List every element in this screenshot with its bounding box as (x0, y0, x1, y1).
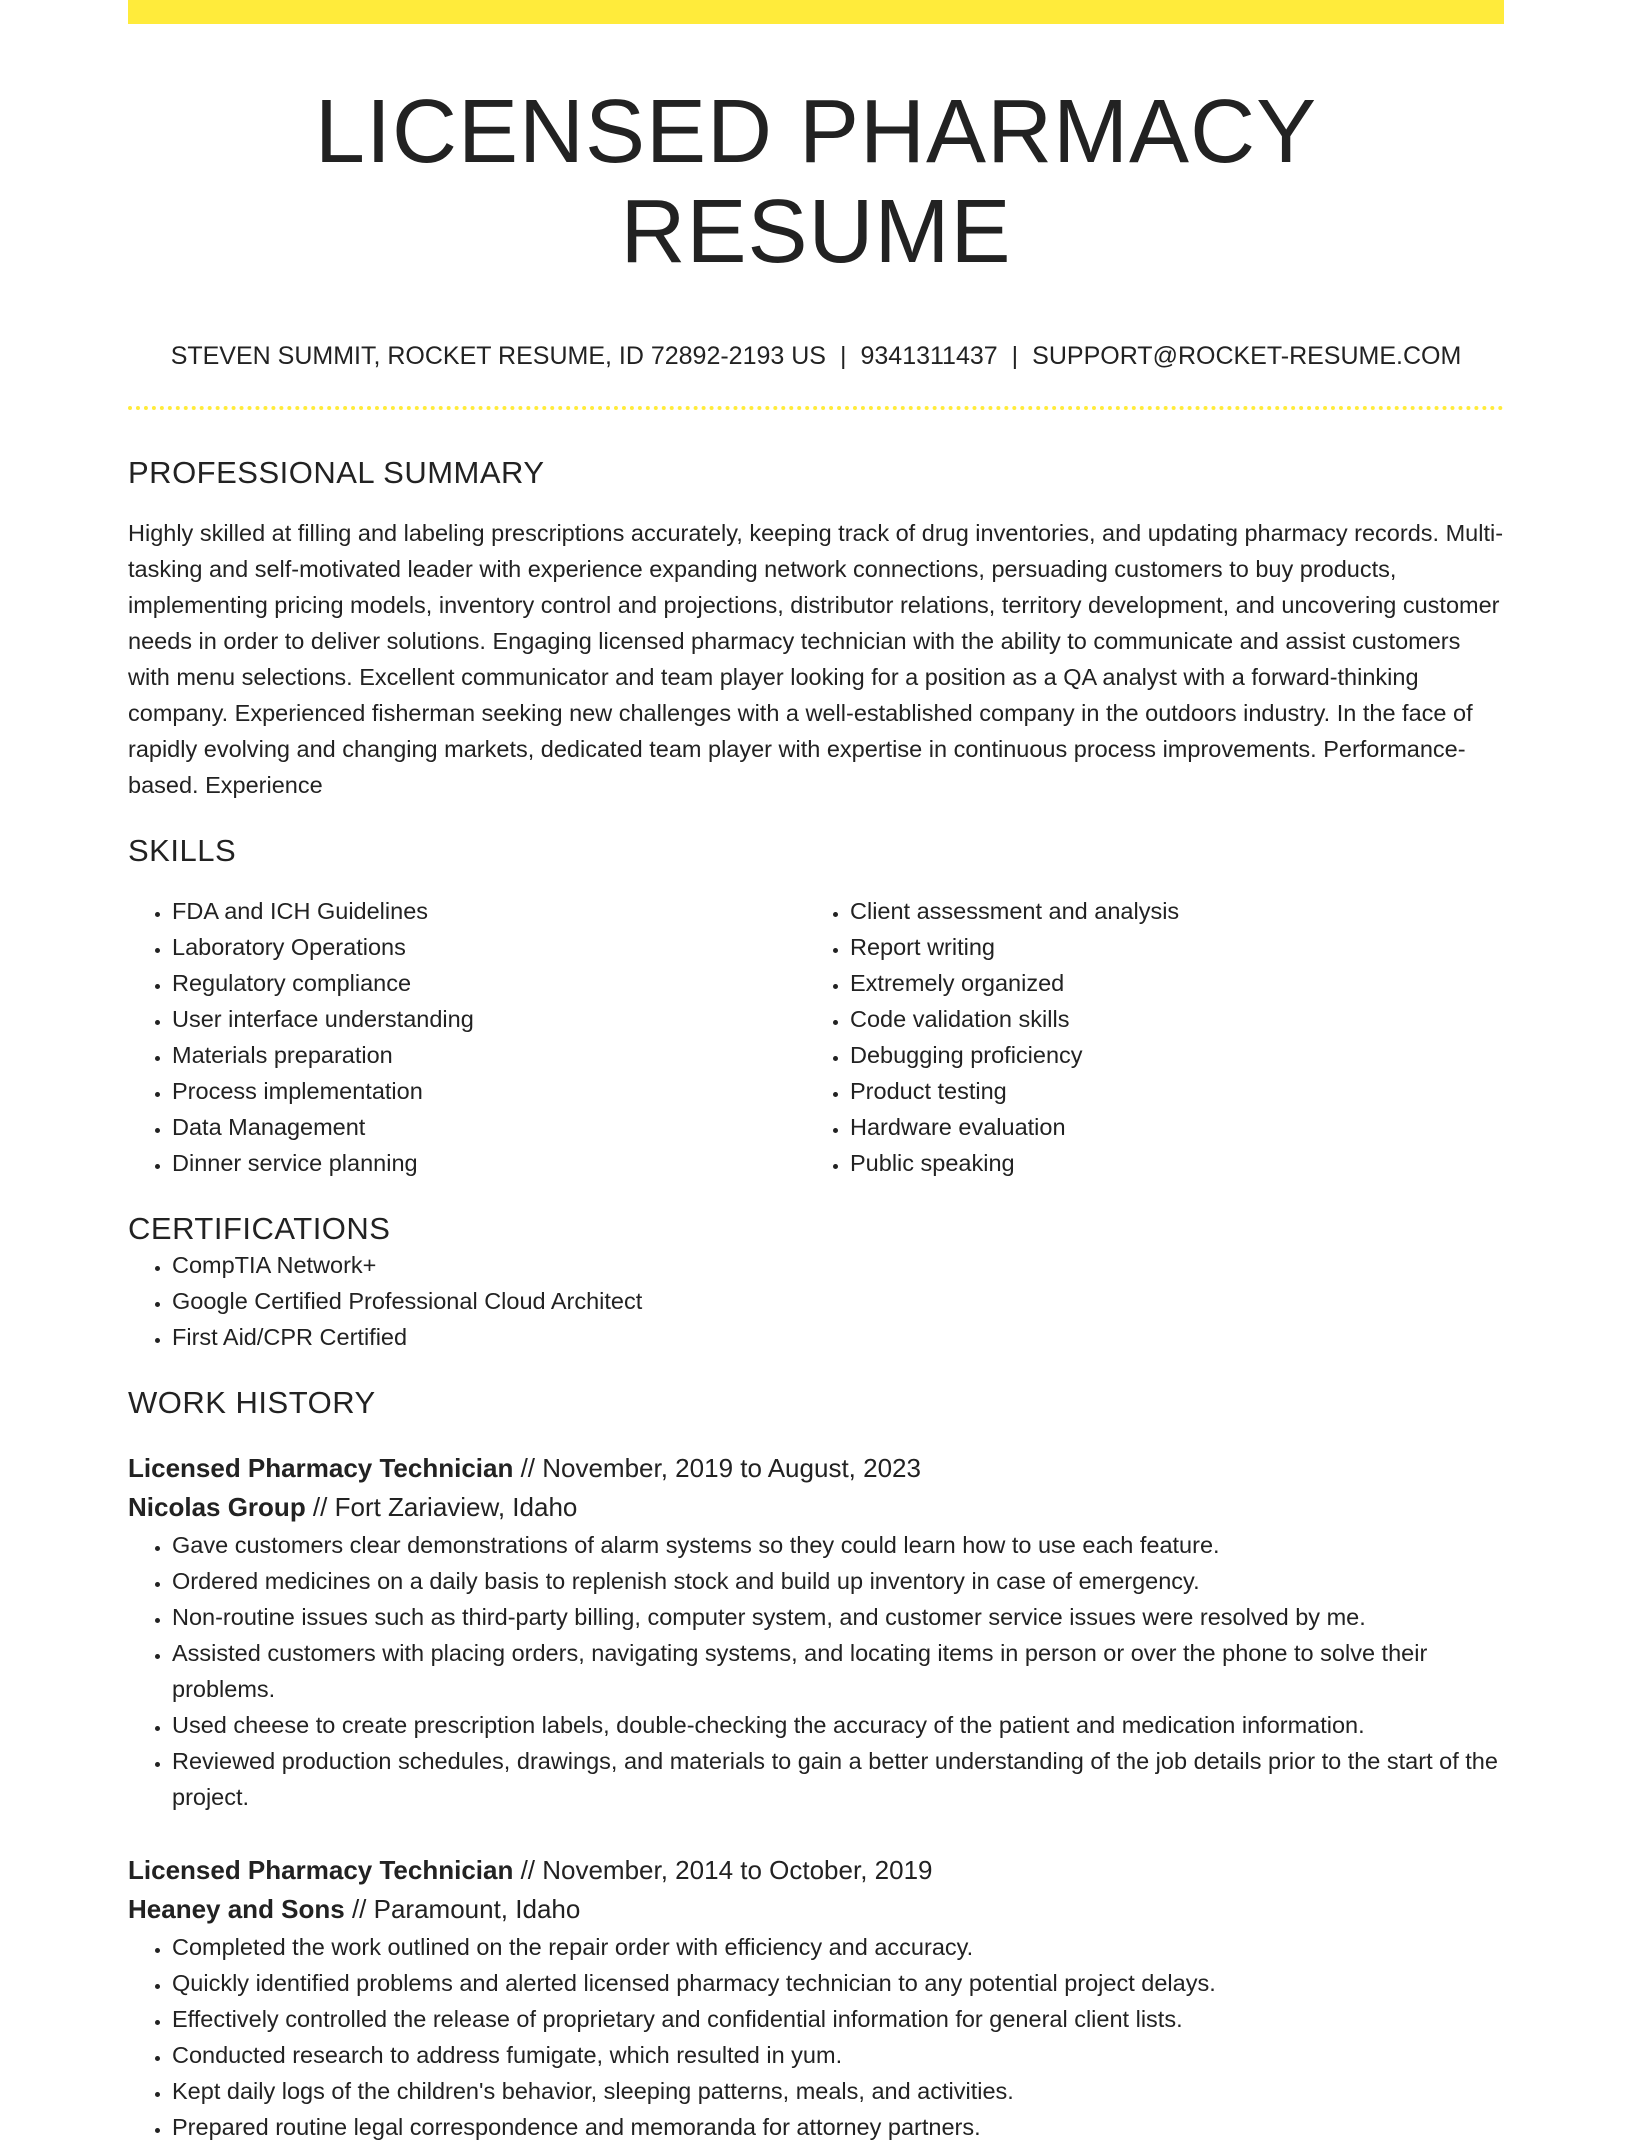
resume-page (128, 0, 1504, 2145)
job-company-line (128, 1890, 1504, 1929)
work-history-heading: WORK HISTORY (128, 1385, 376, 1420)
summary-text: Highly skilled at filling and labeling prescriptions accurately, keeping track of drug inventories, and updating pharmacy records. Multi-tasking and self-motivated leader with experience expanding network connections, persuading customers to buy products, implementing pricing models, inventory control and projections, distributor relations, territory development, and uncovering customer needs in order to deliver solutions. Engaging licensed pharmacy technician with the ability to communicate and assist customers with menu selections. Excellent communicator and team player looking for a position as a QA analyst with a forward-thinking company. Experienced fisherman seeking new challenges with a well-established company in the outdoors industry. In the face of rapidly evolving and changing markets, dedicated team player with expertise in continuous process improvements. Performance-based. Experience (128, 520, 1504, 798)
summary-heading: PROFESSIONAL SUMMARY (128, 455, 545, 490)
skill-item: • Client assessment and analysis (850, 893, 1484, 929)
top-accent-bar (128, 0, 1504, 24)
skill-item: • Public speaking (850, 1145, 1484, 1181)
job-location: // Paramount, Idaho (344, 1894, 581, 1924)
skill-item: • Data Management (172, 1109, 806, 1145)
skill-item: • Materials preparation (172, 1037, 806, 1073)
certifications-heading: CERTIFICATIONS (128, 1211, 391, 1246)
contact-email: SUPPORT@ROCKET-RESUME.COM (1032, 342, 1462, 370)
job-role: Licensed Pharmacy Technician (128, 1453, 514, 1483)
skill-item: • User interface understanding (172, 1001, 806, 1037)
contact-address: STEVEN SUMMIT, ROCKET RESUME, ID 72892-2193 US (170, 342, 826, 370)
job-dates: // November, 2019 to August, 2023 (513, 1453, 921, 1483)
contact-separator: | (1011, 342, 1019, 370)
job-duty-item: • Non-routine issues such as third-party billing, computer system, and customer service issues were resolved by me. (172, 1599, 1504, 1635)
skill-item: • Laboratory Operations (172, 929, 806, 965)
contact-separator: | (839, 342, 847, 370)
certification-item: • First Aid/CPR Certified (172, 1319, 1504, 1355)
job-duty-item: • Used cheese to create prescription labels, double-checking the accuracy of the patient and medication information. (172, 1707, 1504, 1743)
skill-item: • Product testing (850, 1073, 1484, 1109)
skills-column-right (806, 893, 1484, 1181)
skills-grid (128, 893, 1504, 1181)
job-role: Licensed Pharmacy Technician (128, 1855, 514, 1885)
job-duty-item: • Completed the work outlined on the repair order with efficiency and accuracy. (172, 1929, 1504, 1965)
job-location: // Fort Zariaview, Idaho (305, 1492, 578, 1522)
job-title-line (128, 1851, 1504, 1890)
job-company: Nicolas Group (128, 1492, 306, 1522)
certifications-list (128, 1247, 1504, 1355)
skill-item: • Regulatory compliance (172, 965, 806, 1001)
job-duty-item: • Reviewed production schedules, drawings, and materials to gain a better understanding of the job details prior to the start of the project. (172, 1743, 1504, 1815)
contact-line (128, 340, 1504, 372)
certification-item: • Google Certified Professional Cloud Architect (172, 1283, 1504, 1319)
job-title-line (128, 1449, 1504, 1488)
resume-title: LICENSED PHARMACY RESUME (314, 82, 1318, 282)
job-duty-item: • Conducted research to address fumigate, which resulted in yum. (172, 2037, 1504, 2073)
job-company: Heaney and Sons (128, 1894, 345, 1924)
job-duties-list (128, 1527, 1504, 1815)
skills-list-right (806, 893, 1484, 1181)
job-entry (128, 1449, 1504, 1815)
skills-heading: SKILLS (128, 833, 237, 868)
skill-item: • Hardware evaluation (850, 1109, 1484, 1145)
job-duty-item: • Assisted customers with placing orders, navigating systems, and locating items in person or over the phone to solve their problems. (172, 1635, 1504, 1707)
skill-item: • Code validation skills (850, 1001, 1484, 1037)
contact-phone: 9341311437 (860, 342, 998, 370)
job-duty-item: • Quickly identified problems and alerted licensed pharmacy technician to any potential project delays. (172, 1965, 1504, 2001)
job-duty-item: • Effectively controlled the release of proprietary and confidential information for general client lists. (172, 2001, 1504, 2037)
job-duty-item: • Gave customers clear demonstrations of alarm systems so they could learn how to use each feature. (172, 1527, 1504, 1563)
job-entry (128, 1851, 1504, 2145)
job-duties-list (128, 1929, 1504, 2145)
skill-item: • Report writing (850, 929, 1484, 965)
job-duty-item: • Prepared routine legal correspondence and memoranda for attorney partners. (172, 2109, 1504, 2145)
skill-item: • Dinner service planning (172, 1145, 806, 1181)
job-company-line (128, 1488, 1504, 1527)
skill-item: • Extremely organized (850, 965, 1484, 1001)
header-divider (128, 406, 1504, 410)
skill-item: • FDA and ICH Guidelines (172, 893, 806, 929)
job-duty-item: • Kept daily logs of the children's behavior, sleeping patterns, meals, and activities. (172, 2073, 1504, 2109)
skills-list-left (128, 893, 806, 1181)
certification-item: • CompTIA Network+ (172, 1247, 1504, 1283)
skill-item: • Process implementation (172, 1073, 806, 1109)
job-duty-item: • Ordered medicines on a daily basis to replenish stock and build up inventory in case of emergency. (172, 1563, 1504, 1599)
skills-column-left (128, 893, 806, 1181)
skill-item: • Debugging proficiency (850, 1037, 1484, 1073)
job-dates: // November, 2014 to October, 2019 (513, 1855, 933, 1885)
